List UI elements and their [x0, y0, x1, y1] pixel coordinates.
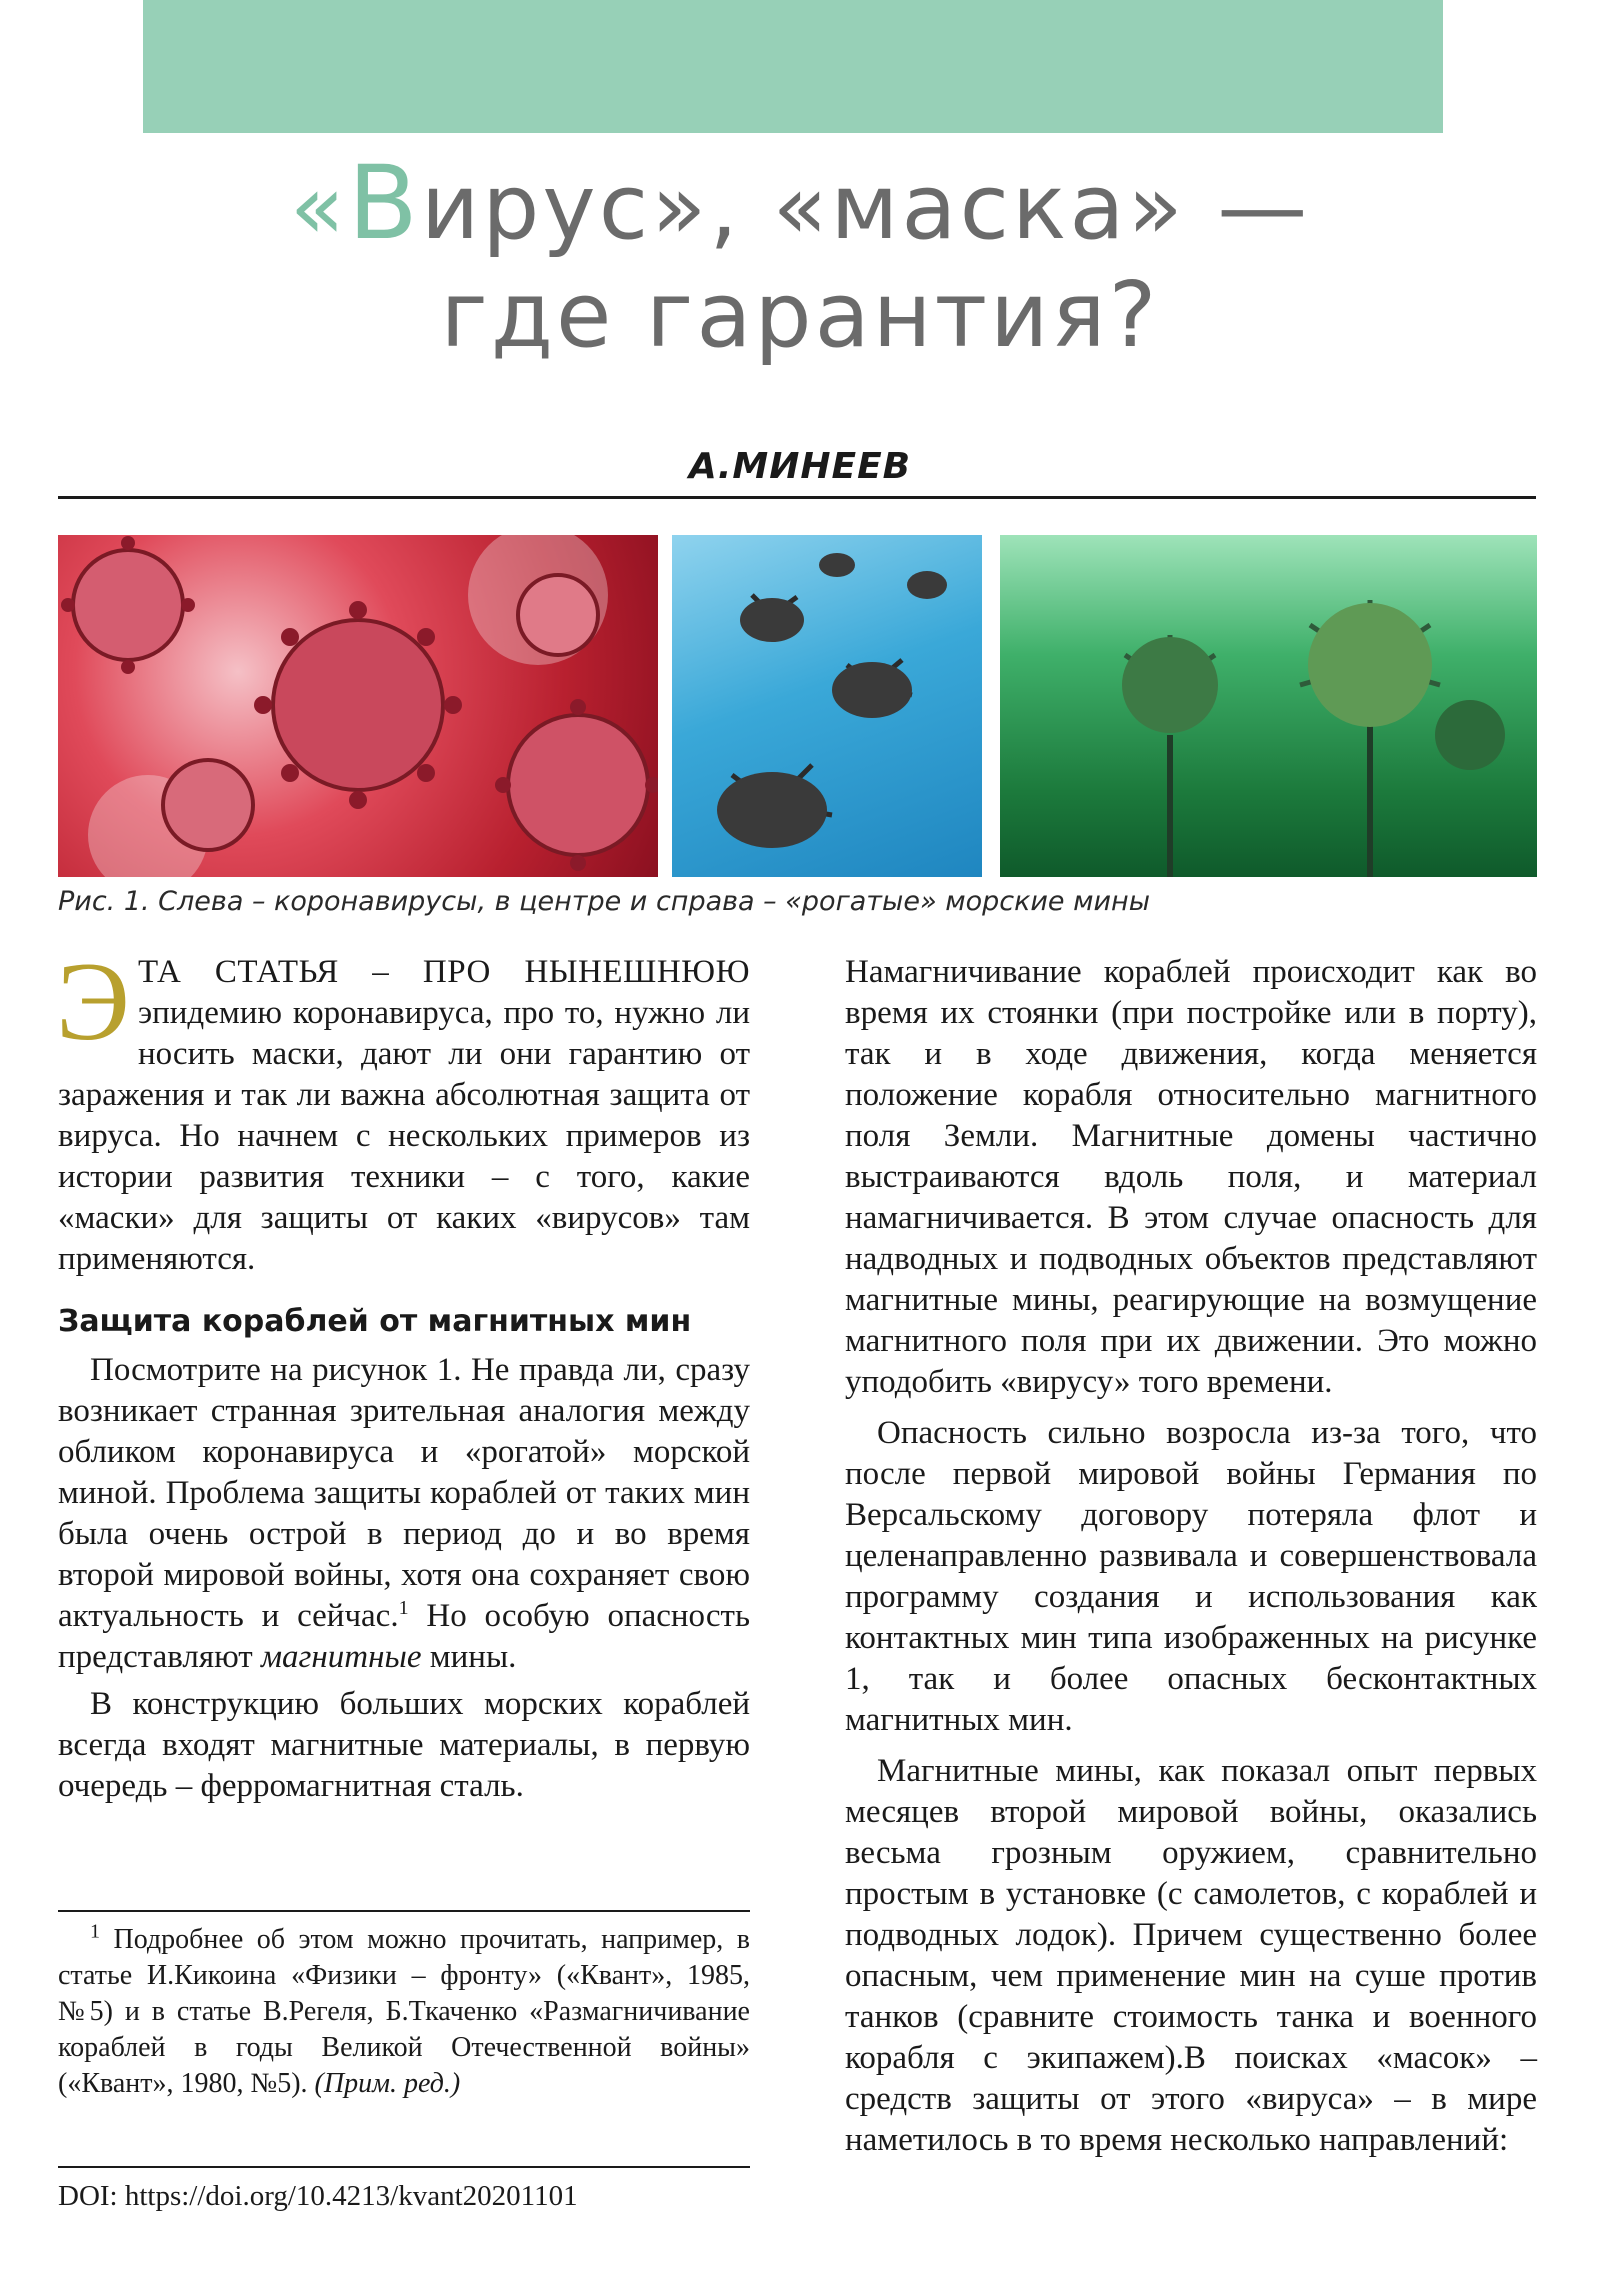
- title-initial-letter: В: [347, 144, 421, 263]
- lead-caps: ТА СТАТЬЯ – ПРО НЫНЕШНЮЮ: [137, 954, 750, 990]
- author-name: А.МИНЕЕВ: [688, 446, 912, 487]
- italic-term: магнитные: [260, 1639, 422, 1675]
- coronavirus-illustration: [58, 535, 658, 877]
- footnote-rule: [58, 1910, 750, 1912]
- footnote-text: Подробнее об этом можно прочитать, например, в статье И.Кикоина «Физики – фронту» («Квант», 1985, №5) и в статье В.Регеля, Б.Ткаченко «Размагничивание кораблей в годы Великой Отечественной войны» («Квант», 1980, №5).: [58, 1924, 750, 2099]
- footnote-note: (Прим. ред.): [314, 2068, 461, 2099]
- lead-text: эпидемию коронавируса, про то, нужно ли носить маски, дают ли они гарантию от заражения и так ли важна абсолютная защита от вируса. Но начнем с нескольких примеров из истории развития техники – с того, какие «маски» для защиты от каких «вирусов» там применяются.: [58, 995, 750, 1277]
- p1-text-c: мины.: [421, 1639, 517, 1675]
- right-paragraph-3: Магнитные мины, как показал опыт первых месяцев второй мировой войны, оказались весьма грозным оружием, сравнительно простым в установке (с самолетов, с кораблей и подводных лодок). Причем существенно более опасным, чем применение мин на суше против танков (сравните стоимость танка и военного корабля с экипажем).В поисках «масок» – средств защиты от этого «вируса» – в мире наметилось в то время несколько направлений:: [845, 1753, 1537, 2158]
- sea-mines-illustration: [672, 535, 982, 877]
- title-open-quote: «: [289, 155, 348, 260]
- header-color-band: [143, 0, 1443, 133]
- footnote: [58, 1922, 750, 2102]
- footnote-ref[interactable]: 1: [398, 1597, 409, 1619]
- underwater-mines-illustration: [1000, 535, 1537, 877]
- body-paragraph-2: В конструкцию больших морских кораблей всегда входят магнитные материалы, в первую очередь – ферромагнитная сталь.: [58, 1686, 750, 1804]
- p1-text-b: Но особую опасность представляют: [58, 1598, 750, 1675]
- section-heading: Защита кораблей от магнитных мин: [58, 1304, 692, 1339]
- figure-sea-mines-water-image: [672, 535, 982, 877]
- lead-paragraph: [56, 940, 750, 1280]
- figure-caption: Рис. 1. Слева – коронавирусы, в центре и справа – «рогатые» морские мины: [58, 886, 1151, 917]
- article-title: [0, 144, 1600, 370]
- right-paragraph-2: Опасность сильно возросла из-за того, что после первой мировой войны Германия по Версальскому договору потеряла флот и целенаправленно развивала и совершенствовала программу создания и использования как контактных мин типа изображенных на рисунке 1, так и более опасных бесконтактных магнитных мин.: [845, 1415, 1537, 1738]
- p1-text-a: Посмотрите на рисунок 1. Не правда ли, сразу возникает странная зрительная аналогия между обликом коронавируса и «рогатой» морской миной. Проблема защиты кораблей от таких мин была очень острой в период до и во время второй мировой войны, хотя она сохраняет свою актуальность и сейчас.: [58, 1352, 750, 1634]
- drop-cap: Э: [56, 940, 130, 1064]
- body-paragraph-1: [58, 1350, 750, 1678]
- right-paragraph-1: Намагничивание кораблей происходит как во время их стоянки (при постройке или в порту), так и в ходе движения, когда меняется положение корабля относительно магнитного поля Земли. Магнитные домены частично выстраиваются вдоль поля, и материал намагничивается. В этом случае опасность для надводных и подводных объектов представляют магнитные мины, реагирующие на возмущение магнитного поля при их движении. Это можно уподобить «вирусу» того времени.: [845, 954, 1537, 1400]
- title-line-2: где гарантия?: [440, 263, 1160, 368]
- footnote-marker: 1: [90, 1920, 100, 1943]
- title-line-1: [0, 144, 1600, 263]
- doi-link[interactable]: DOI: https://doi.org/10.4213/kvant20201101: [58, 2180, 578, 2212]
- figure-coronavirus-image: [58, 535, 658, 877]
- left-column: [56, 940, 750, 1807]
- title-mid: », «маска» —: [651, 155, 1311, 260]
- doi-rule: [58, 2166, 750, 2168]
- title-word-rest: ирус: [420, 155, 652, 260]
- right-column: [845, 952, 1537, 2161]
- header-rule: [58, 496, 1536, 499]
- figure-underwater-mines-image: [1000, 535, 1537, 877]
